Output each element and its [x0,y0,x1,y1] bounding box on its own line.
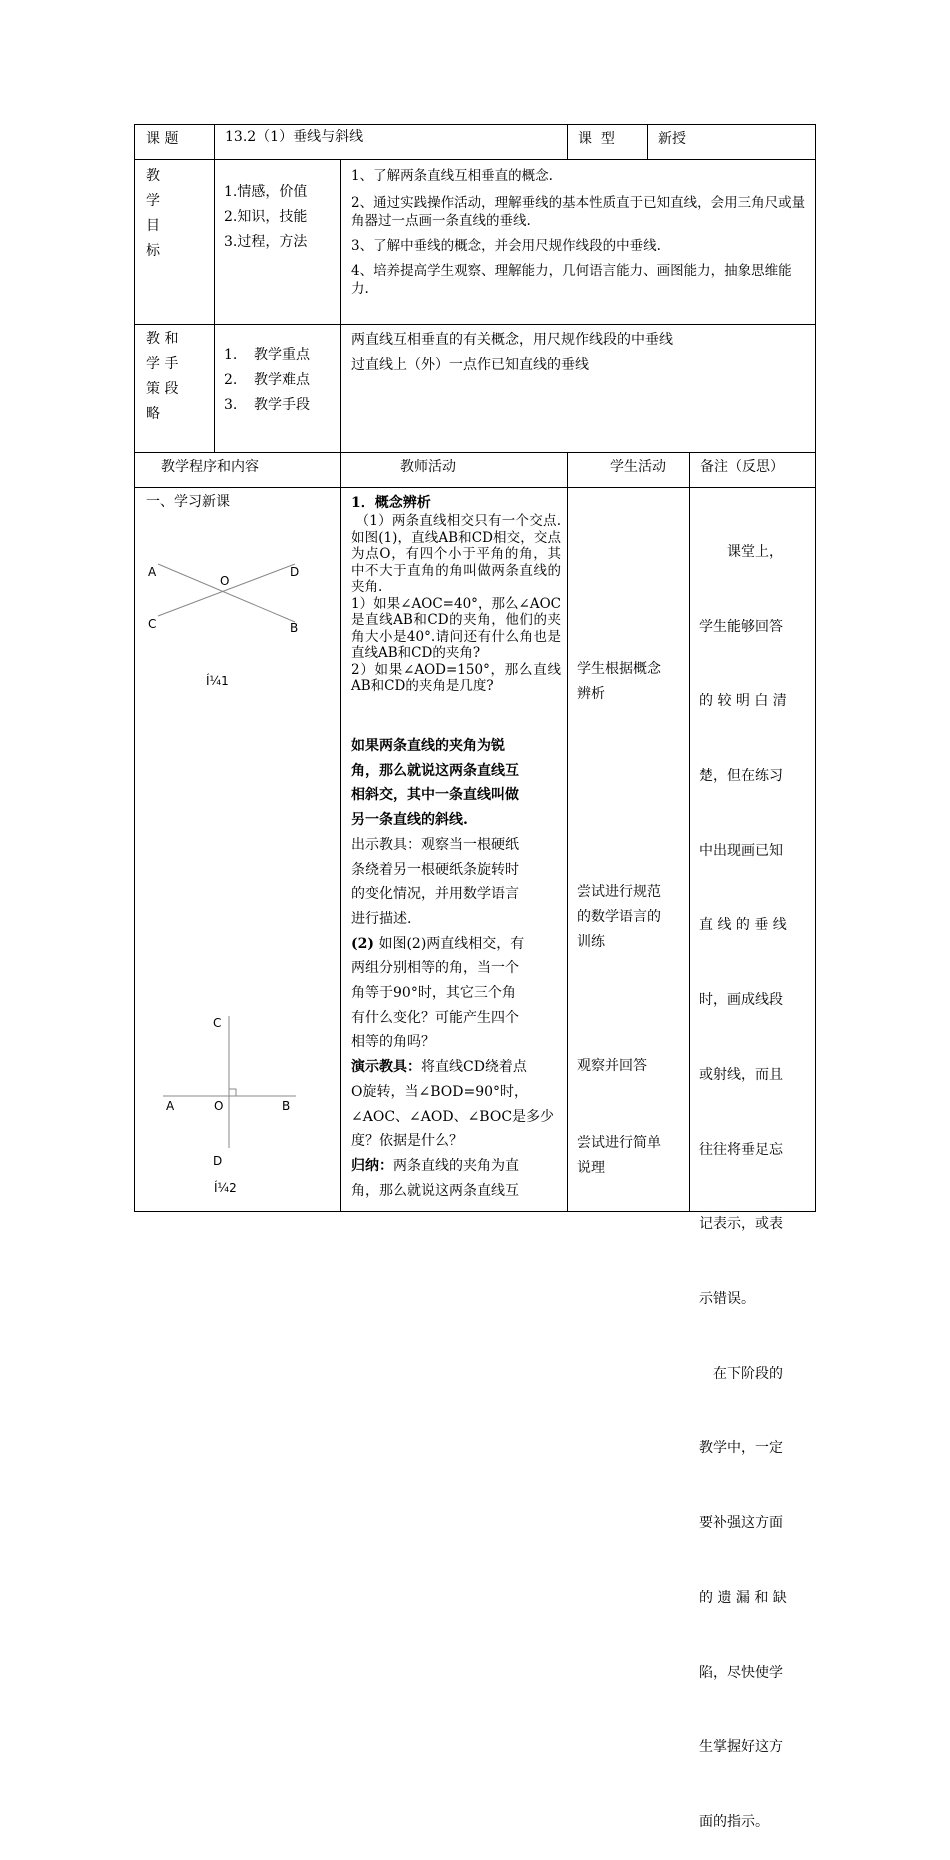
fig1-caption: Í¼1 [206,674,229,688]
teacher-activity [351,493,561,695]
goals-list [351,167,808,298]
fig1-label-b: B [290,621,299,635]
fig1-label-o: O [220,574,230,588]
vline-dims [340,159,341,1211]
goals-label: 教 学 目 标 [146,168,160,259]
section-title: 一、学习新课 [146,494,230,510]
fig2-right-angle-mark [229,1089,236,1096]
strategy-points: 1. 教学重点 2. 教学难点 3. 教学手段 [224,347,310,413]
fig2-label-d: D [213,1154,223,1168]
fig2-label-a: A [166,1099,175,1113]
figure-1 [140,550,330,690]
fig1-label-c: C [148,617,157,631]
fig2-label-c: C [213,1016,222,1030]
goal-item: 1、了解两条直线互相垂直的概念. [351,168,553,184]
teacher-heading: 1．概念辨析 [351,495,431,511]
table-border-top [134,124,816,125]
table-border-left [134,124,135,1212]
vline-teacher [567,452,568,1211]
figure-2 [150,1008,320,1198]
teacher-p3: 2）如果∠AOD=150°，那么直线AB和CD的夹角是几度? [351,661,561,694]
strategy-content: 两直线互相垂直的有关概念，用尺规作线段的中垂线 过直线上（外）一点作已知直线的垂线 [351,332,673,373]
fig2-caption: Í¼2 [214,1181,237,1195]
row-divider-1 [134,159,816,160]
teacher-bold-text: 如果两条直线的夹角为锐 角，那么就说这两条直线互 相斜交，其中一条直线叫做 另一条直线的斜线. 出示教具：观察当一根硬纸 条绕着另一根硬纸条旋转时 的变化情况，并用数学语言 进行描述. (2) 如图(2)两直线相交，有 两组分别相等的角，当一个 角等于90°时，其它三个角 有什么变化？可能产生四个 相等的角吗？ 演示教具：将直线CD绕着点 O旋转，当∠BOD=90°时， ∠AOC、∠AOD、∠BOC是多少 度？依据是什么？ 归纳：两条直线的夹角为直 角，那么就说这两条直线互 [351,738,555,1199]
fig1-label-a: A [148,565,157,579]
goal-item: 4、培养提高学生观察、理解能力，几何语言能力、画图能力，抽象思维能力. [351,263,792,297]
student-activity-3: 观察并回答 [577,1058,647,1074]
table-border-right [815,124,816,1212]
col-header-notes: 备注（反思） [700,459,784,475]
type-value: 新授 [658,131,686,147]
fig1-label-d: D [290,565,300,579]
fig2-label-o: O [214,1099,224,1113]
col-header-procedure: 教学程序和内容 [161,459,259,475]
student-activity-1: 学生根据概念 辨析 [577,661,661,702]
vline-student [689,452,690,1211]
fig2-label-b: B [282,1099,291,1113]
topic-value: 13.2（1）垂线与斜线 [225,129,364,145]
student-activity-4: 尝试进行简单 说理 [577,1135,661,1176]
goals-dimensions: 1.情感，价值 2.知识，技能 3.过程，方法 [224,184,308,250]
row-divider-3 [134,452,816,453]
type-label: 课 型 [578,131,615,147]
strategy-label: 教 和 学 手 策 段 略 [146,331,179,422]
vline-label [214,124,215,452]
goal-item: 2、通过实践操作活动，理解垂线的基本性质直于已知直线，会用三角尺或量角器过一点画一条直线的垂线. [351,195,806,229]
student-activity-2: 尝试进行规范 的数学语言的 训练 [577,884,661,950]
teacher-p2: 1）如果∠AOC=40°，那么∠AOC是直线AB和CD的夹角，他们的夹角大小是40°.请问还有什么角也是直线AB和CD的夹角? [351,595,561,661]
vline-type [647,124,648,159]
row-divider-2 [134,324,816,325]
teacher-p1: （1）两条直线相交只有一个交点.如图(1)，直线AB和CD相交，交点为点O，有四个小于平角的角，其中不大于直角的角叫做两条直线的夹角. [351,513,561,595]
vline-topic [567,124,568,159]
goal-item: 3、了解中垂线的概念，并会用尺规作线段的中垂线. [351,238,661,254]
notes-reflection: 课堂上， 学生能够回答 的 较 明 白 清 楚，但在练习 中出现画已知 直 线 的 垂 线 时，画成线段 或射线，而且 往往将垂足忘 记表示，或表 示错误。 在下阶段的 教学中，一定 要补强这方面 的 遗 漏 和 缺 陷，尽快使学 生掌握好这方 面的指示。 [699,543,787,1831]
col-header-student: 学生活动 [610,459,666,475]
topic-label: 课 题 [146,131,179,147]
row-divider-4 [134,487,816,488]
fig1-line-cd [158,564,295,616]
fig1-line-ab [158,564,295,622]
col-header-teacher: 教师活动 [400,459,456,475]
